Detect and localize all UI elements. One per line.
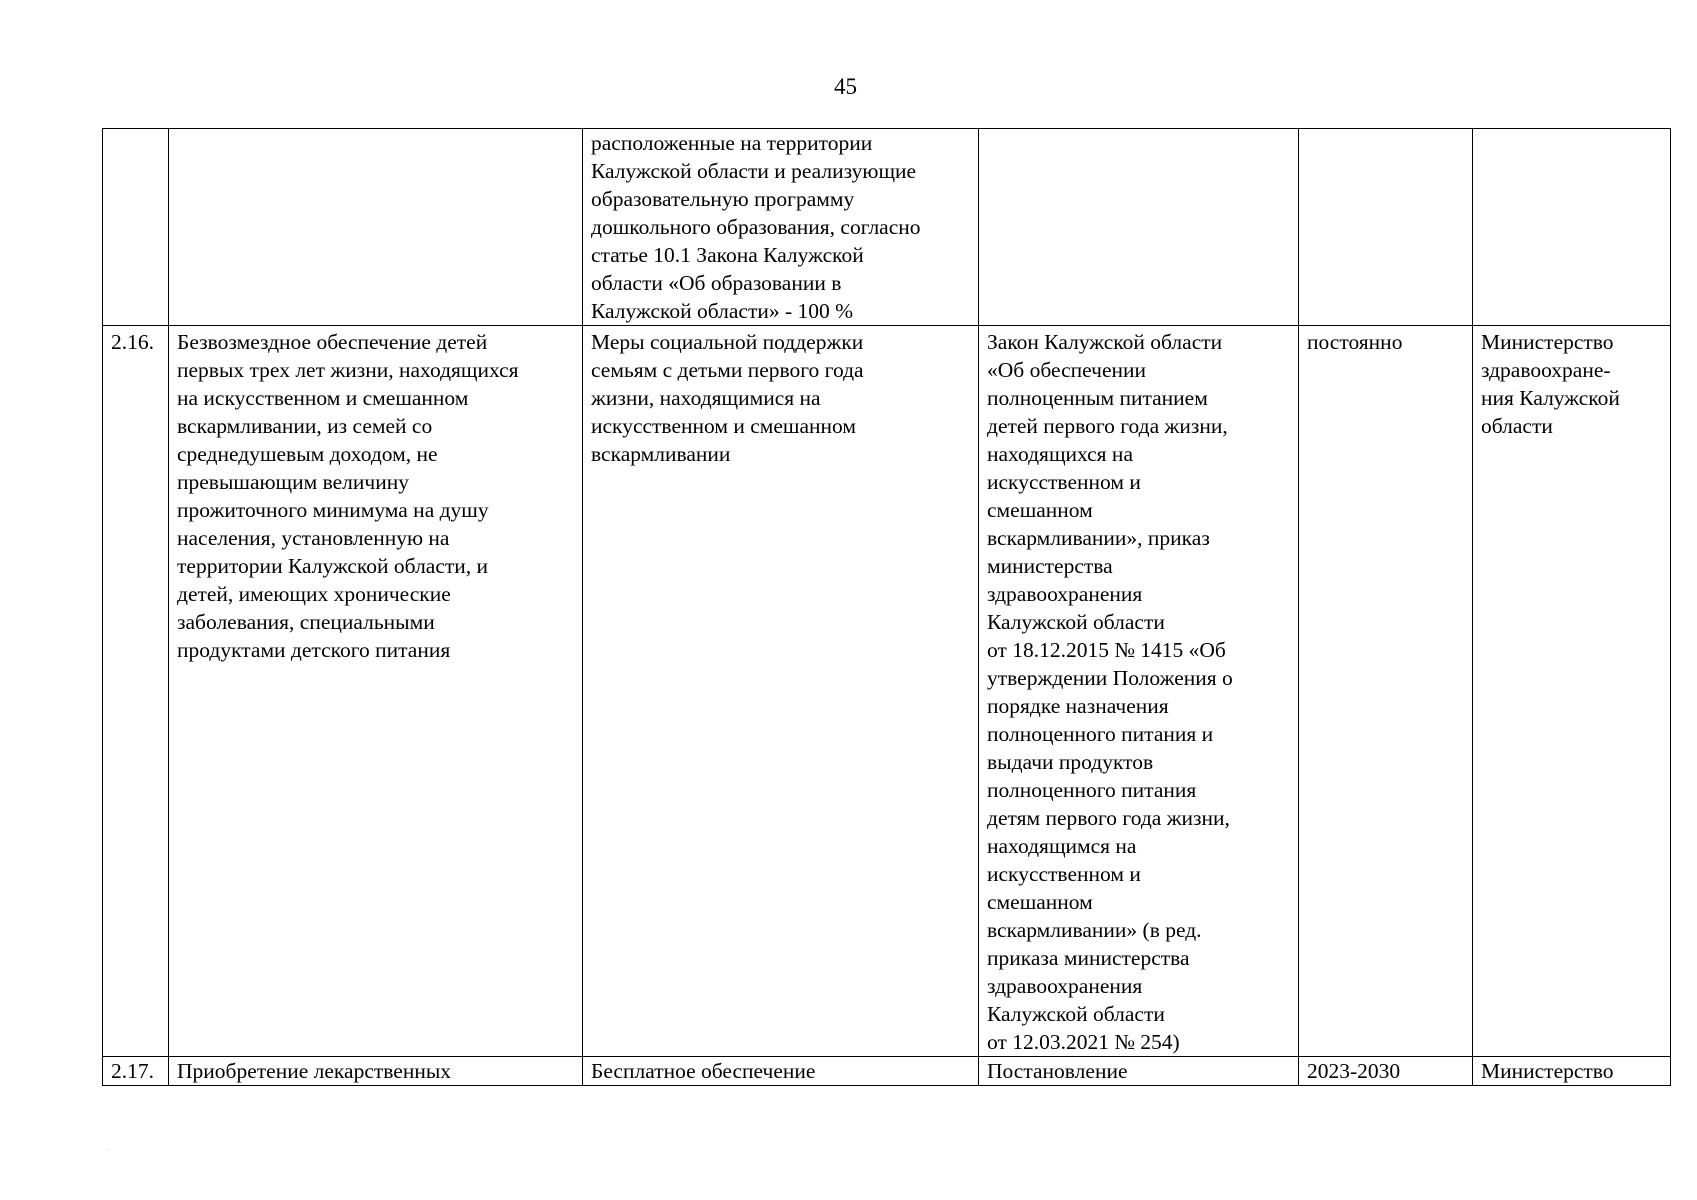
legal-basis-cell [979, 129, 1299, 326]
page-number-text: 45 [834, 74, 857, 99]
scan-speck: · [106, 1147, 108, 1153]
table-row [103, 129, 1671, 326]
table-row [103, 1057, 1671, 1086]
legal-basis-cell: Закон Калужской области «Об обеспечении полноценным питанием детей первого года жизни, находящихся на искусственном и смешанном вскармливании», приказ министерства здравоохранения Калужской области от 18.12.2015 № 1415 «Об утверждении Положения о порядке назначения полноценного питания и выдачи продуктов полноценного питания детям первого года жизни, находящимся на искусственном и смешанном вскармливании» (в ред. приказа министерства здравоохранения Калужской области от 12.03.2021 № 254) [979, 326, 1299, 1057]
row-number-cell: 2.17. [103, 1057, 169, 1086]
measure-cell [169, 129, 583, 326]
row-number-cell: 2.16. [103, 326, 169, 1057]
description-cell: Меры социальной поддержки семьям с детьми первого года жизни, находящимися на искусственном и смешанном вскармливании [583, 326, 979, 1057]
term-cell: 2023-2030 [1299, 1057, 1473, 1086]
term-cell [1299, 129, 1473, 326]
measures-table [102, 128, 1671, 1086]
row-number-cell [103, 129, 169, 326]
executor-cell: Министерство здравоохране- ния Калужской области [1473, 326, 1671, 1057]
executor-cell: Министерство [1473, 1057, 1671, 1086]
term-cell: постоянно [1299, 326, 1473, 1057]
page-number [0, 74, 1697, 100]
executor-cell [1473, 129, 1671, 326]
table-row [103, 326, 1671, 1057]
legal-basis-cell: Постановление [979, 1057, 1299, 1086]
measure-cell: Приобретение лекарственных [169, 1057, 583, 1086]
measure-cell: Безвозмездное обеспечение детей первых трех лет жизни, находящихся на искусственном и смешанном вскармливании, из семей со среднедушевым доходом, не превышающим величину прожиточного минимума на душу населения, установленную на территории Калужской области, и детей, имеющих хронические заболевания, специальными продуктами детского питания [169, 326, 583, 1057]
description-cell: Бесплатное обеспечение [583, 1057, 979, 1086]
description-cell: расположенные на территории Калужской области и реализующие образовательную программу дошкольного образования, согласно статье 10.1 Закона Калужской области «Об образовании в Калужской области» - 100 % [583, 129, 979, 326]
